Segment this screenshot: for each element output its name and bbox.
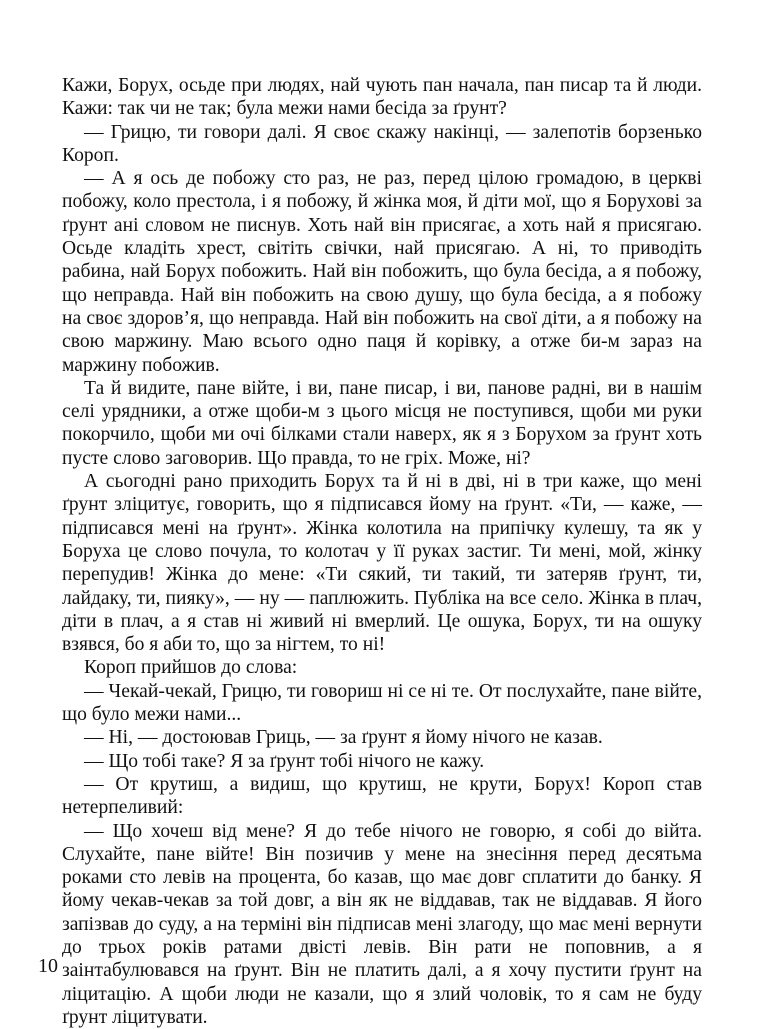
page-body-text [62, 74, 702, 1029]
paragraph: А сьогодні рано приходить Борух та й ні в дві, ні в три каже, що мені ґрунт зліцитує, говорить, що я підписався йому на ґрунт. «Ти, — каже, — підписався мені на ґрунт». Жінка колотила на припічку кулешу, та як у Боруха це слово почула, то колотач у її руках застиг. Ти мені, мой, жінку перепудив! Жінка до мене: «Ти сякий, ти такий, ти затеряв ґрунт, ти, лайдаку, ти, пияку», — ну — паплюжить. Публіка на все село. Жінка в плач, діти в плач, а я став ні живий ні вмерлий. Це ошука, Борух, ти на ошуку взявся, бо я аби то, що за нігтем, то ні! [62, 470, 702, 656]
paragraph: Короп прийшов до слова: [62, 656, 702, 679]
paragraph: Кажи, Борух, осьде при людях, най чують пан начала, пан писар та й люди. Кажи: так чи не так; була межи нами бесіда за ґрунт? [62, 74, 702, 121]
paragraph: Та й видите, пане війте, і ви, пане писар, і ви, панове радні, ви в нашім селі урядники, а отже щоби-м з цього місця не поступився, щоби ми руки покорчило, щоби ми очі білками стали наверх, як я з Борухом за ґрунт хоть пусте слово заговорив. Що правда, то не гріх. Може, ні? [62, 377, 702, 470]
paragraph: — Чекай-чекай, Грицю, ти говориш ні се ні те. От послухайте, пане війте, що було межи нами... [62, 680, 702, 727]
paragraph: — От крутиш, а видиш, що крутиш, не крути, Борух! Короп став нетерпеливий: [62, 773, 702, 820]
page-number: 10 [38, 954, 58, 978]
paragraph: — Що тобі таке? Я за ґрунт тобі нічого не кажу. [62, 750, 702, 773]
paragraph: — Ні, — достоював Гриць, — за ґрунт я йому нічого не казав. [62, 726, 702, 749]
paragraph: — А я ось де побожу сто раз, не раз, перед цілою громадою, в церкві побожу, коло престола, і я побожу, й жінка моя, й діти мої, що я Борухові за ґрунт ані словом не писнув. Хоть най він присягає, а хоть най я присягаю. Осьде кладіть хрест, світіть свічки, най присягаю. А ні, то приводіть рабина, най Борух побожить. Най він побожить, що була бесіда, а я побожу, що неправда. Най він побожить на свою душу, що була бесіда, а я побожу на своє здоров’я, що неправда. Най він побожить на свої діти, а я побожу на свою маржину. Маю всього одно паця й корівку, а отже би-м зараз на маржину побожив. [62, 167, 702, 377]
paragraph: — Грицю, ти говори далі. Я своє скажу накінці, — залепотів борзенько Короп. [62, 121, 702, 168]
paragraph: — Що хочеш від мене? Я до тебе нічого не говорю, я собі до війта. Слухайте, пане війте! Він позичив у мене на знесіння перед десятьма роками сто левів на процента, бо казав, що має довг сплатити до банку. Я йому чекав-чекав за той довг, а він як не віддавав, так не віддавав. Я його запізвав до суду, а на терміні він підписав мені злагоду, що має мені вернути до трьох років ратами двісті левів. Він рати не поповнив, а я заінтабулювався на ґрунт. Він не платить далі, а я хочу пустити ґрунт на ліцитацію. А щоби люди не казали, що я злий чоловік, то я сам не буду ґрунт ліцитувати. [62, 820, 702, 1029]
